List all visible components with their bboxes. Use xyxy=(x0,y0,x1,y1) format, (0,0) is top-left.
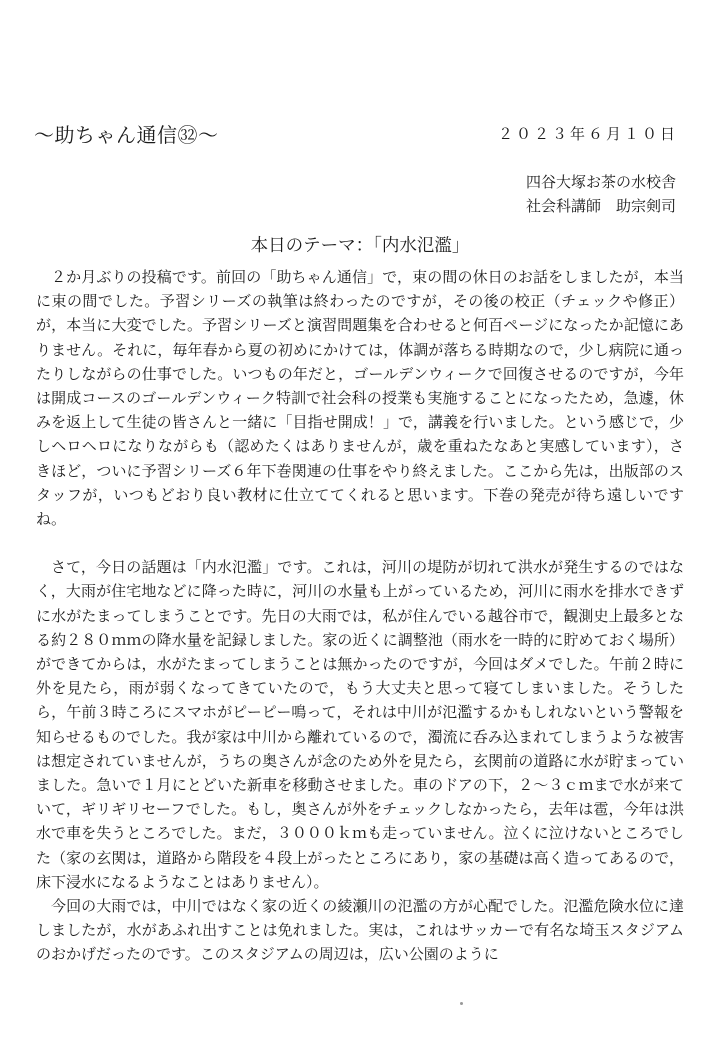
paragraph-gap xyxy=(36,531,684,555)
theme-heading: 本日のテーマ：「内水氾濫」 xyxy=(250,236,470,256)
paragraph-continuation: 今回の大雨では，中川ではなく家の近くの綾瀬川の氾濫の方が心配でした。氾濫危険水位に達しましたが，水があふれ出すことは免れました。実は，これはサッカーで有名な埼玉スタジアムのおかげだったのです。このスタジアムの周辺は，広い公園のように xyxy=(36,897,684,964)
scan-speck xyxy=(460,1002,463,1005)
issue-date: ２０２３年６月１０日 xyxy=(497,125,678,143)
paragraph-intro: ２か月ぶりの投稿です。前回の「助ちゃん通信」で，束の間の休日のお話をしましたが，本当に束の間でした。予習シリーズの執筆は終わったのですが，その後の校正（チェックや修正）が，本当に大変でした。予習シリーズと演習問題集を合わせると何百ページになったか記憶にありません。それに，毎年春から夏の初めにかけては，体調が落ちる時期なので，少し病院に通ったりしながらの仕事でした。いつもの年だと，ゴールデンウィークで回復させるのですが，今年は開成コースのゴールデンウィーク特訓で社会科の授業も実施することになったため，急遽，休みを返上して生徒の皆さんと一緒に「目指せ開成！」で，講義を行いました。という感じで，少しヘロヘロになりながらも（認めたくはありませんが，歳を重ねたなあと実感しています），さきほど，ついに予習シリーズ６年下巻関連の仕事をやり終えました。ここから先は，出版部のスタッフが，いつもどおり良い教材に仕立ててくれると思います。下巻の発売が待ち遠しいですね。 xyxy=(36,268,684,529)
author-block xyxy=(526,170,676,218)
author-school: 四谷大塚お茶の水校舎 xyxy=(525,173,676,191)
article-body xyxy=(36,265,684,967)
newsletter-title: ～助ちゃん通信㉜～ xyxy=(34,123,219,147)
paragraph-topic: さて，今日の話題は「内水氾濫」です。これは，河川の堤防が切れて洪水が発生するのではなく，大雨が住宅地などに降った時に，河川の水量も上がっているため，河川に雨水を排水できずに水がたまってしまうことです。先日の大雨では，私が住んでいる越谷市で，観測史上最多となる約２８０ｍｍの降水量を記録しました。家の近くに調整池（雨水を一時的に貯めておく場所）ができてからは，水がたまってしまうことは無かったのですが，今回はダメでした。午前２時に外を見たら，雨が弱くなってきていたので，もう大丈夫と思って寝てしまいました。そうしたら，午前３時ころにスマホがピーピー鳴って，それは中川が氾濫するかもしれないという警報を知らせるものでした。我が家は中川から離れているので，濁流に呑み込まれてしまうような被害は想定されていませんが，うちの奥さんが念のため外を見たら，玄関前の道路に水が貯まっていました。急いで１月にとどいた新車を移動させました。車のドアの下，２～３ｃｍまで水が来ていて，ギリギリセーフでした。もし，奥さんが外をチェックしなかったら，去年は雹，今年は洪水で車を失うところでした。まだ，３０００ｋｍも走っていません。泣くに泣けないところでした（家の玄関は，道路から階段を４段上がったところにあり，家の基礎は高く造ってあるので，床下浸水になるようなことはありません）。 xyxy=(36,558,684,891)
author-name: 社会科講師 助宗剣司 xyxy=(525,197,676,215)
